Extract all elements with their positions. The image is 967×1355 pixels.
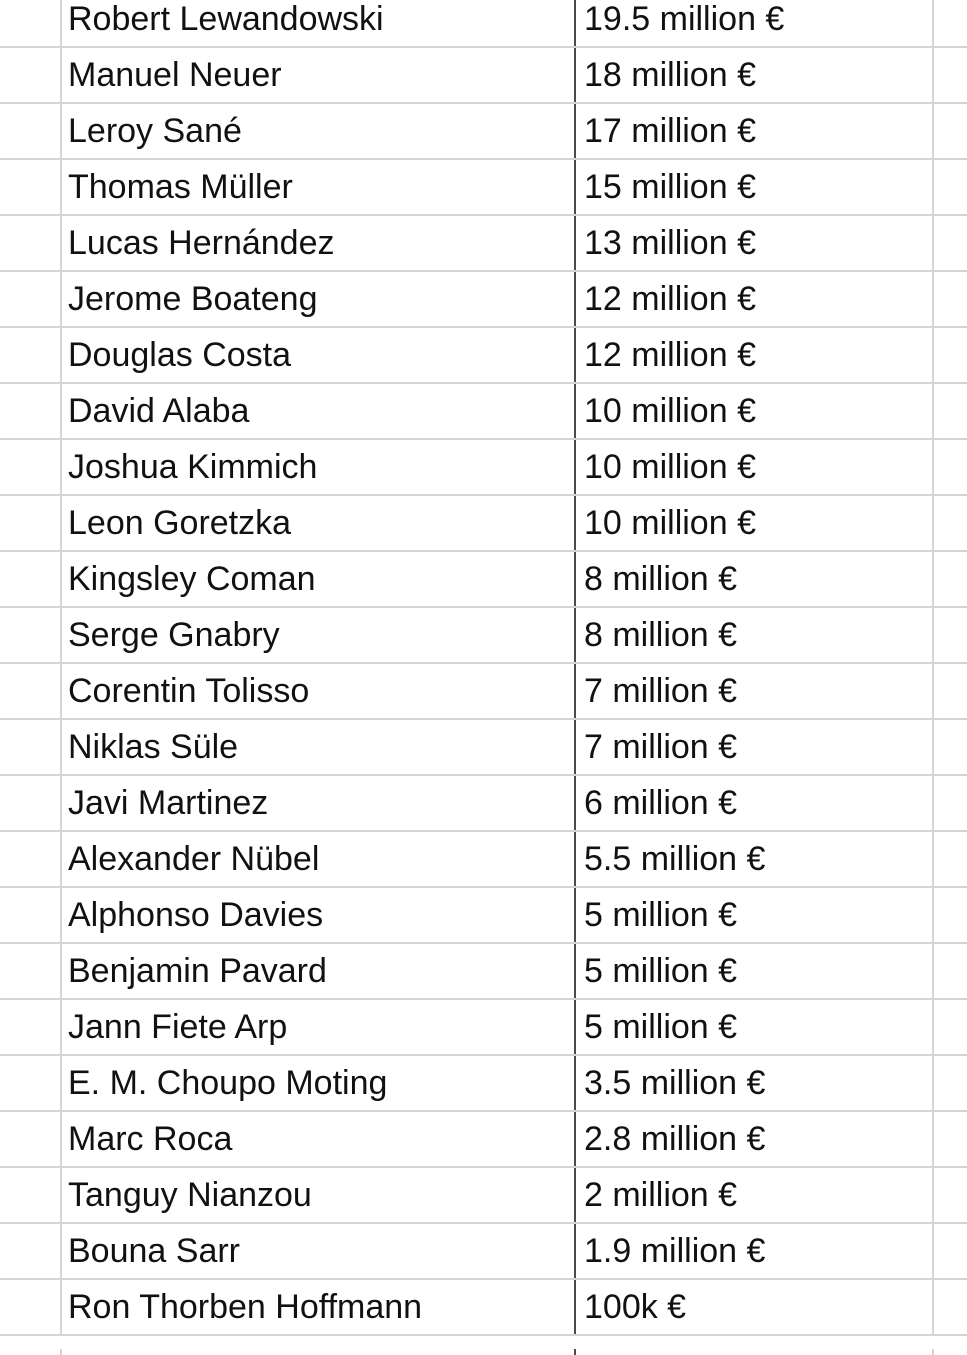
table-row (0, 608, 967, 664)
table-row (0, 328, 967, 384)
empty-cell[interactable] (0, 720, 62, 774)
grid-tail-cell (62, 1349, 576, 1355)
table-row (0, 944, 967, 1000)
table-row (0, 1168, 967, 1224)
empty-cell[interactable] (934, 1056, 967, 1110)
salary-cell[interactable]: 2.8 million € (576, 1112, 934, 1166)
empty-cell[interactable] (0, 440, 62, 494)
salary-cell[interactable]: 12 million € (576, 272, 934, 326)
player-name-cell[interactable]: Javi Martinez (62, 776, 576, 830)
table-row (0, 1224, 967, 1280)
salary-cell[interactable]: 15 million € (576, 160, 934, 214)
empty-cell[interactable] (0, 1000, 62, 1054)
empty-cell[interactable] (934, 160, 967, 214)
player-name-cell[interactable]: Tanguy Nianzou (62, 1168, 576, 1222)
empty-cell[interactable] (934, 832, 967, 886)
player-name-cell[interactable]: Bouna Sarr (62, 1224, 576, 1278)
table-row (0, 888, 967, 944)
salary-cell[interactable]: 10 million € (576, 440, 934, 494)
empty-cell[interactable] (0, 776, 62, 830)
empty-cell[interactable] (934, 552, 967, 606)
player-name-cell[interactable]: David Alaba (62, 384, 576, 438)
empty-cell[interactable] (934, 48, 967, 102)
empty-cell[interactable] (934, 272, 967, 326)
player-name-cell[interactable]: Alexander Nübel (62, 832, 576, 886)
table-row (0, 48, 967, 104)
player-name-cell[interactable]: Corentin Tolisso (62, 664, 576, 718)
salary-cell[interactable]: 18 million € (576, 48, 934, 102)
player-name-cell[interactable]: Douglas Costa (62, 328, 576, 382)
empty-cell[interactable] (0, 552, 62, 606)
table-row (0, 496, 967, 552)
table-row (0, 1280, 967, 1336)
empty-cell[interactable] (934, 1224, 967, 1278)
empty-cell[interactable] (0, 48, 62, 102)
empty-cell[interactable] (934, 720, 967, 774)
salary-cell[interactable]: 8 million € (576, 552, 934, 606)
empty-cell[interactable] (0, 328, 62, 382)
empty-cell[interactable] (0, 664, 62, 718)
empty-cell[interactable] (0, 160, 62, 214)
salary-cell[interactable]: 7 million € (576, 664, 934, 718)
empty-cell[interactable] (0, 0, 62, 46)
grid-tail-cell (0, 1349, 62, 1355)
player-name-cell[interactable]: Joshua Kimmich (62, 440, 576, 494)
empty-cell[interactable] (934, 1000, 967, 1054)
empty-cell[interactable] (934, 608, 967, 662)
player-name-cell[interactable]: Lucas Hernández (62, 216, 576, 270)
empty-cell[interactable] (934, 0, 967, 46)
salary-cell[interactable]: 5.5 million € (576, 832, 934, 886)
empty-cell[interactable] (0, 1056, 62, 1110)
grid-tail-cell (576, 1349, 934, 1355)
player-name-cell[interactable]: E. M. Choupo Moting (62, 1056, 576, 1110)
player-name-cell[interactable]: Serge Gnabry (62, 608, 576, 662)
table-row (0, 272, 967, 328)
player-name-cell[interactable]: Alphonso Davies (62, 888, 576, 942)
table-row (0, 440, 967, 496)
salary-cell[interactable]: 5 million € (576, 944, 934, 998)
table-row (0, 720, 967, 776)
salary-cell[interactable]: 13 million € (576, 216, 934, 270)
player-name-cell[interactable]: Niklas Süle (62, 720, 576, 774)
player-name-cell[interactable]: Jerome Boateng (62, 272, 576, 326)
empty-cell[interactable] (0, 104, 62, 158)
salary-cell[interactable]: 100k € (576, 1280, 934, 1334)
empty-cell[interactable] (0, 944, 62, 998)
table-row (0, 384, 967, 440)
salary-cell[interactable]: 17 million € (576, 104, 934, 158)
salary-cell[interactable]: 5 million € (576, 1000, 934, 1054)
table-row (0, 776, 967, 832)
empty-cell[interactable] (934, 1168, 967, 1222)
empty-cell[interactable] (0, 608, 62, 662)
empty-cell[interactable] (934, 384, 967, 438)
empty-cell[interactable] (0, 1280, 62, 1334)
empty-cell[interactable] (934, 216, 967, 270)
table-row (0, 832, 967, 888)
empty-cell[interactable] (934, 496, 967, 550)
salary-cell[interactable]: 1.9 million € (576, 1224, 934, 1278)
empty-cell[interactable] (0, 1168, 62, 1222)
empty-cell[interactable] (0, 384, 62, 438)
player-name-cell[interactable]: Ron Thorben Hoffmann (62, 1280, 576, 1334)
player-name-cell[interactable]: Leon Goretzka (62, 496, 576, 550)
empty-cell[interactable] (0, 496, 62, 550)
salary-cell[interactable]: 6 million € (576, 776, 934, 830)
table-row (0, 160, 967, 216)
empty-cell[interactable] (0, 888, 62, 942)
table-row (0, 552, 967, 608)
salary-cell[interactable]: 10 million € (576, 496, 934, 550)
empty-cell[interactable] (0, 272, 62, 326)
empty-cell[interactable] (934, 664, 967, 718)
salary-cell[interactable]: 8 million € (576, 608, 934, 662)
empty-cell[interactable] (934, 104, 967, 158)
empty-cell[interactable] (934, 888, 967, 942)
table-row (0, 1000, 967, 1056)
player-name-cell[interactable]: Marc Roca (62, 1112, 576, 1166)
empty-cell[interactable] (934, 1112, 967, 1166)
player-name-cell[interactable]: Thomas Müller (62, 160, 576, 214)
empty-cell[interactable] (934, 328, 967, 382)
player-name-cell[interactable]: Leroy Sané (62, 104, 576, 158)
table-row (0, 664, 967, 720)
salary-cell[interactable]: 2 million € (576, 1168, 934, 1222)
empty-cell[interactable] (934, 944, 967, 998)
table-row (0, 104, 967, 160)
salary-cell[interactable]: 19.5 million € (576, 0, 934, 46)
player-name-cell[interactable]: Kingsley Coman (62, 552, 576, 606)
player-name-cell[interactable]: Robert Lewandowski (62, 0, 576, 46)
salary-cell[interactable]: 10 million € (576, 384, 934, 438)
table-row (0, 1056, 967, 1112)
player-name-cell[interactable]: Jann Fiete Arp (62, 1000, 576, 1054)
empty-cell[interactable] (0, 1224, 62, 1278)
empty-cell[interactable] (0, 832, 62, 886)
empty-cell[interactable] (0, 216, 62, 270)
grid-tail-cell (934, 1349, 967, 1355)
salary-cell[interactable]: 7 million € (576, 720, 934, 774)
table-row (0, 1112, 967, 1168)
player-name-cell[interactable]: Benjamin Pavard (62, 944, 576, 998)
table-row (0, 0, 967, 48)
salary-cell[interactable]: 5 million € (576, 888, 934, 942)
salary-cell[interactable]: 12 million € (576, 328, 934, 382)
empty-cell[interactable] (934, 440, 967, 494)
grid-tail (0, 1349, 967, 1355)
empty-cell[interactable] (0, 1112, 62, 1166)
empty-cell[interactable] (934, 776, 967, 830)
table-row (0, 216, 967, 272)
player-name-cell[interactable]: Manuel Neuer (62, 48, 576, 102)
empty-cell[interactable] (934, 1280, 967, 1334)
salary-cell[interactable]: 3.5 million € (576, 1056, 934, 1110)
